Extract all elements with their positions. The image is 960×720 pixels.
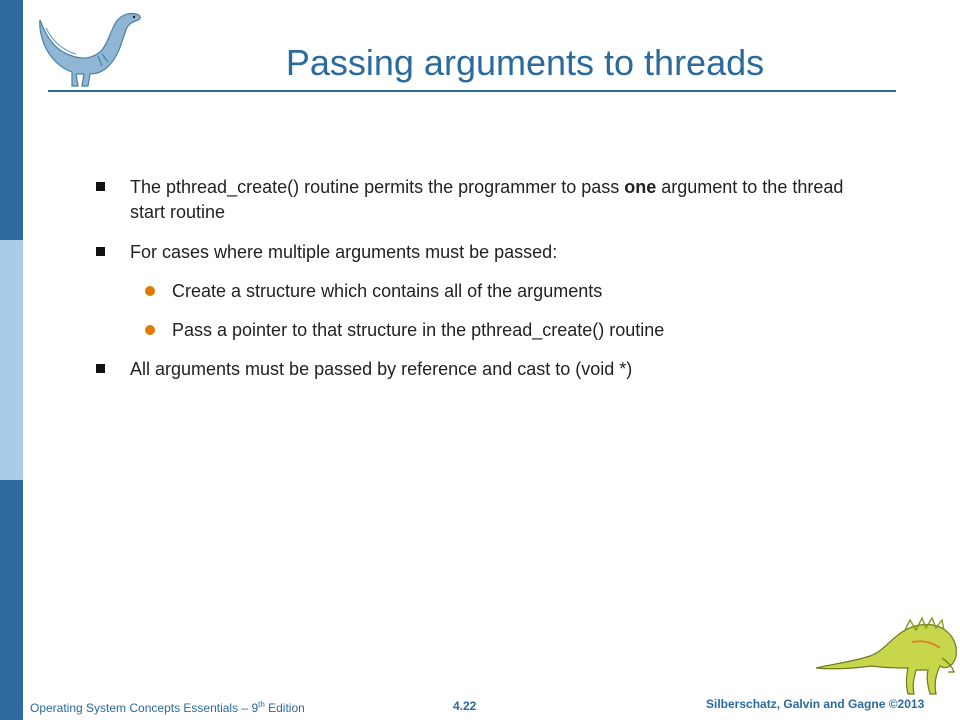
slide-title: Passing arguments to threads [285,42,765,83]
round-bullet-icon [145,325,155,335]
sidebar-segment-middle [0,240,23,480]
round-bullet-icon [145,286,155,296]
sub-bullet-text-2: Pass a pointer to that structure in the pthread_create() routine [172,320,665,340]
slide-content [90,175,870,382]
bullet-text-2: For cases where multiple arguments must be passed: [130,242,558,262]
footer-edition-word: Edition [264,701,305,715]
bullet-text-1-suffix: argument to the thread start routine [130,177,844,222]
bullet-text-1-emphasis: one [624,177,657,197]
bullet-item-1 [90,175,870,225]
footer-book-text: Operating System Concepts Essentials – 9 [30,701,259,715]
sidebar-segment-top [0,0,23,240]
footer-book-title [30,700,305,715]
sub-bullet-item-1 [90,279,870,304]
footer-copyright: Silberschatz, Galvin and Gagne ©2013 [706,697,925,711]
footer-edition-sup: th [258,700,265,709]
square-bullet-icon [96,182,105,191]
sidebar-segment-bottom [0,480,23,720]
sub-bullet-text-1: Create a structure which contains all of the arguments [172,281,603,301]
bullet-item-3 [90,357,870,382]
square-bullet-icon [96,247,105,256]
sub-bullet-item-2 [90,318,870,343]
bullet-text-1-prefix: The pthread_create() routine permits the programmer to pass [130,177,625,197]
bullet-text-3: All arguments must be passed by reference and cast to (void *) [130,359,633,379]
title-divider [48,90,896,92]
page-number: 4.22 [453,699,477,713]
dinosaur-bottom-icon [812,606,960,698]
sidebar-stripe [0,0,23,720]
dinosaur-top-icon [32,6,147,88]
bullet-item-2 [90,240,870,265]
square-bullet-icon [96,364,105,373]
